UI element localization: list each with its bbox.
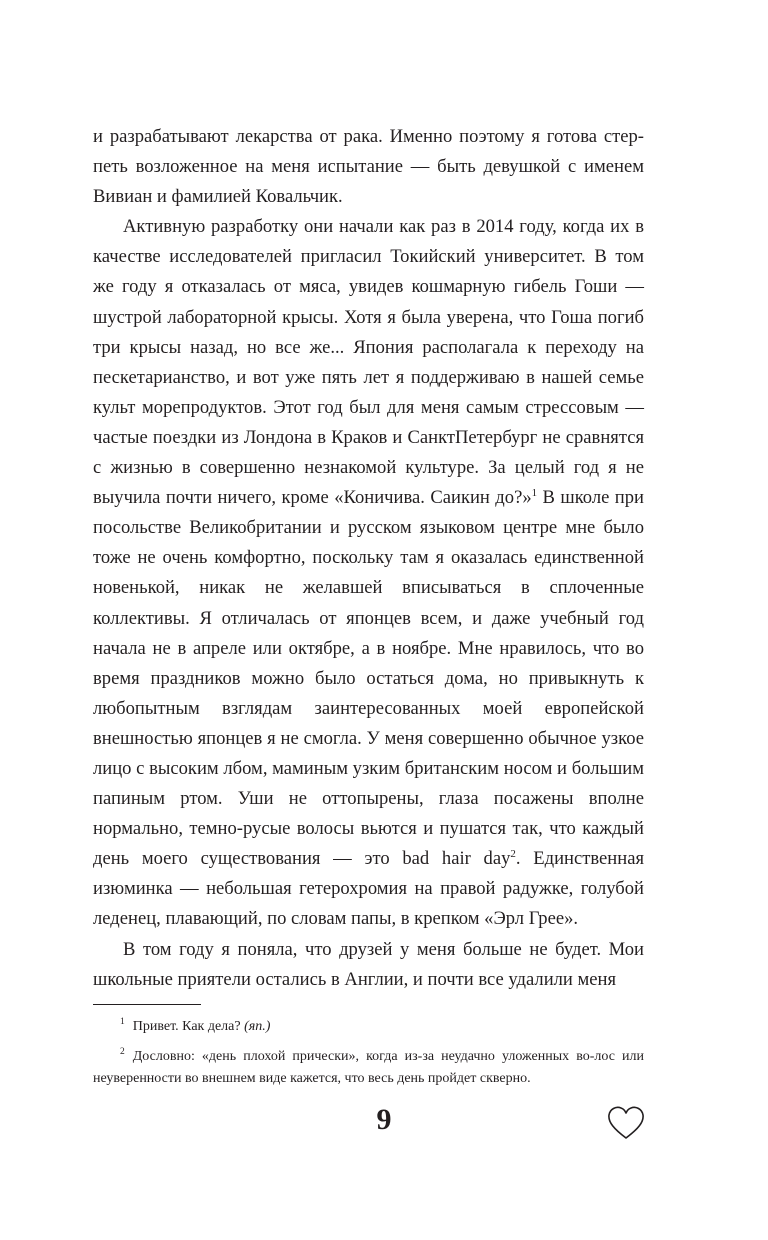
paragraph-2-text-a: Активную разработку они начали как раз в 2014 году, когда их в качестве исследователей пригласил Токийский университет. В том же году я отказалась от мяса, увидев кошмарную гибель Гоши — шустрой лабораторной крысы. Хотя я была уверена, что Гоша погиб три крысы назад, но все же... Япония располагала к переходу на пескетарианство, и вот уже пять лет я поддерживаю в нашей семье культ морепродуктов. Этот год был для меня самым стрессовым — частые поездки из Лондона в Краков и СанктПетербург не сравнятся с жизнью в совершенно незнакомой культуре. За целый год я не выучила почти ничего, кроме «Коничива. [93, 216, 644, 509]
footnote-language-note: (яп.) [244, 1019, 271, 1034]
heart-icon [606, 1105, 646, 1141]
footnote-ref-1[interactable]: 1 [531, 486, 538, 499]
footnote-2 [93, 1046, 644, 1090]
paragraph-2-fn2-after: . [515, 848, 521, 870]
paragraph-2-fn-before: Саикин до?» [430, 487, 532, 509]
footnote-text: Дословно: «день плохой прически», когда из-за неудачно уложенных во-лос или неуверенности во внешнем виде кажется, что весь день пройдет скверно. [93, 1049, 644, 1086]
paragraph-3: В том году я поняла, что друзей у меня больше не будет. Мои школьные приятели остались в Англии, и почти все удалили меня [93, 938, 644, 990]
footnotes [93, 1016, 644, 1098]
paragraph-2-text-c: Единственная изюминка — небольшая гетерохромия на правой радужке, голубой леденец, плавающий, по словам папы, в крепком «Эрл Грее». [93, 848, 644, 930]
page-body [93, 122, 644, 995]
paragraph-2-fn-after: В школе при посольстве Великобритании и русском [93, 487, 644, 539]
footnote-ref-2[interactable]: 2 [510, 848, 516, 861]
paragraph-2-text-b: языковом центре мне было тоже не очень комфортно, поскольку там я оказалась единственной новенькой, никак не желавшей вписываться в сплоченные коллективы. Я отличалась от японцев всем, и даже учебный год начала не в апреле или октябре, а в ноябре. Мне нравилось, что во время праздников можно было остаться дома, но привыкнуть к любопытным взглядам заинтересованных моей европейской внешностью японцев я не смогла. У меня совершенно обычное узкое лицо с высоким лбом, маминым узким британским носом и большим папиным ртом. Уши не оттопырены, глаза посажены вполне нормально, темно-русые волосы вьются и пушатся [93, 517, 644, 840]
footnote-text: Привет. Как дела? [132, 1019, 245, 1034]
page-number: 9 [376, 1103, 392, 1136]
footnote-divider [93, 1004, 201, 1005]
paragraph-2-fn2-before: так, что каждый день моего существования — это bad hair day [93, 818, 644, 870]
footnote-number: 1 [120, 1017, 125, 1028]
paragraph-2 [93, 212, 644, 934]
footnote-number: 2 [120, 1047, 125, 1058]
body-text [93, 122, 644, 995]
footnote-1 [93, 1016, 644, 1038]
paragraph-1: и разрабатывают лекарства от рака. Именно поэтому я готова стерпеть возложенное на меня испытание — быть девушкой с именем Вивиан и фамилией Ковальчик. [93, 126, 644, 208]
